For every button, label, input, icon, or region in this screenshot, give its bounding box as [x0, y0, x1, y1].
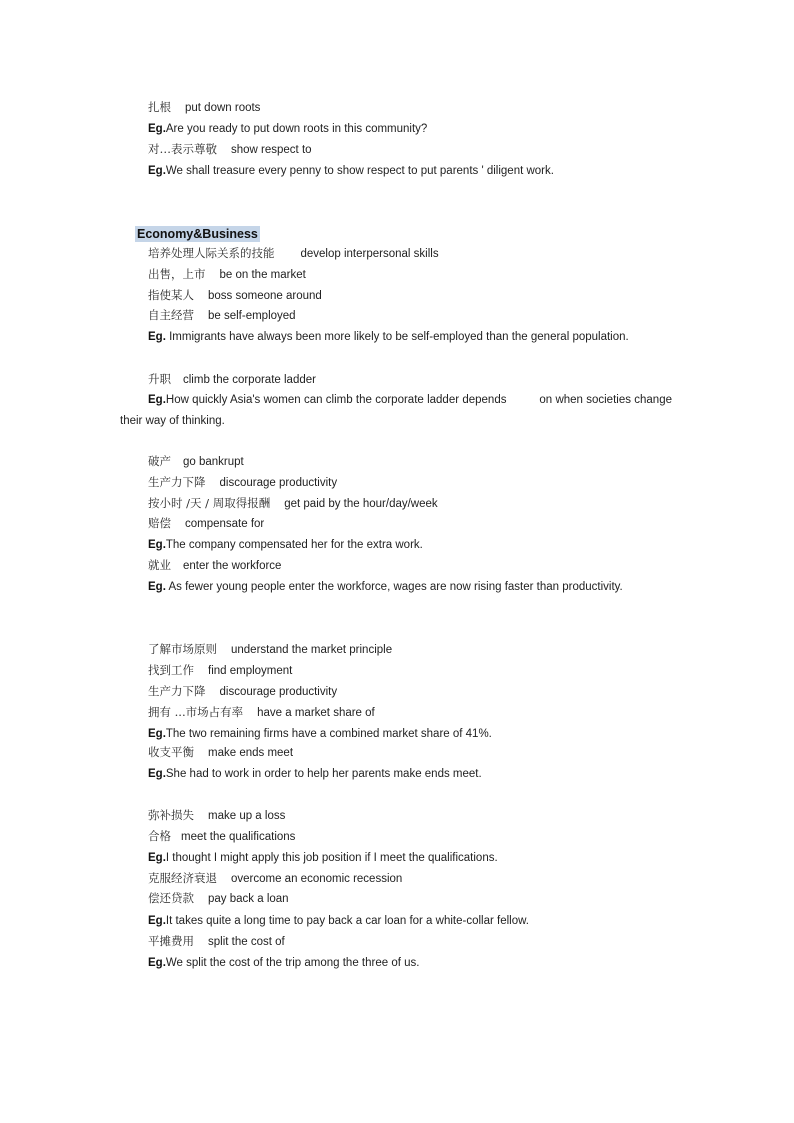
- english-term: meet the qualifications: [181, 831, 296, 843]
- chinese-term: 培养处理人际关系的技能: [148, 246, 275, 260]
- chinese-term: 生产力下降: [148, 684, 206, 698]
- vocab-entry: [148, 372, 316, 387]
- eg-label: Eg.: [148, 165, 166, 177]
- vocab-entry: [148, 516, 264, 531]
- example-text: How quickly Asia's women can climb the corporate ladder depends on when societies change their way of thinking.: [120, 394, 676, 427]
- section-heading: Economy&Business: [137, 227, 258, 241]
- chinese-term: 出售，上市: [148, 267, 206, 281]
- example-sentence: [148, 956, 419, 970]
- chinese-term: 指使某人: [148, 288, 194, 302]
- vocab-entry: [148, 558, 281, 573]
- chinese-term: 扎根: [148, 100, 171, 114]
- english-term: find employment: [208, 665, 293, 677]
- chinese-term: 找到工作: [148, 663, 194, 677]
- example-text: As fewer young people enter the workforce, wages are now rising faster than productivity.: [168, 581, 623, 593]
- chinese-term: 生产力下降: [148, 475, 206, 489]
- example-sentence: [148, 851, 498, 865]
- chinese-term: 对…表示尊敬: [148, 142, 217, 156]
- vocab-entry: [148, 829, 295, 844]
- eg-label: Eg.: [148, 957, 166, 969]
- vocab-entry: [148, 705, 375, 720]
- example-text: We split the cost of the trip among the three of us.: [165, 957, 420, 969]
- eg-label: Eg.: [148, 915, 166, 927]
- english-term: show respect to: [231, 144, 312, 156]
- example-text: I thought I might apply this job position if I meet the qualifications.: [165, 852, 498, 864]
- eg-label: Eg.: [148, 539, 166, 551]
- chinese-term: 合格: [148, 829, 171, 843]
- example-text: We shall treasure every penny to show respect to put parents ' diligent work.: [165, 165, 554, 177]
- english-term: be on the market: [219, 269, 306, 281]
- vocab-entry: [148, 267, 306, 282]
- vocab-entry: [148, 496, 438, 511]
- eg-label: Eg.: [148, 581, 166, 593]
- chinese-term: 克服经济衰退: [148, 871, 217, 885]
- example-sentence: [148, 767, 482, 781]
- example-sentence: [148, 727, 492, 741]
- vocab-entry: [148, 663, 292, 678]
- english-term: go bankrupt: [183, 456, 244, 468]
- eg-label: Eg.: [148, 394, 166, 406]
- vocab-entry: [148, 684, 337, 699]
- english-term: climb the corporate ladder: [183, 374, 316, 386]
- vocab-entry: [148, 475, 337, 490]
- example-text: The two remaining firms have a combined market share of 41%.: [165, 728, 492, 740]
- english-term: make up a loss: [208, 810, 286, 822]
- english-term: have a market share of: [257, 707, 375, 719]
- eg-label: Eg.: [148, 123, 166, 135]
- example-text: Immigrants have always been more likely to be self-employed than the general population.: [169, 331, 629, 343]
- chinese-term: 收支平衡: [148, 745, 194, 759]
- english-term: discourage productivity: [219, 686, 338, 698]
- example-sentence: [148, 914, 529, 928]
- chinese-term: 弥补损失: [148, 808, 194, 822]
- vocab-entry: [148, 454, 244, 469]
- english-term: boss someone around: [208, 290, 322, 302]
- english-term: develop interpersonal skills: [300, 248, 439, 260]
- english-term: get paid by the hour/day/week: [284, 498, 438, 510]
- chinese-term: 平摊费用: [148, 934, 194, 948]
- english-term: understand the market principle: [231, 644, 393, 656]
- eg-label: Eg.: [148, 768, 166, 780]
- english-term: split the cost of: [208, 936, 285, 948]
- chinese-term: 赔偿: [148, 516, 171, 530]
- example-text: Are you ready to put down roots in this community?: [165, 123, 428, 135]
- chinese-term: 升职: [148, 372, 171, 386]
- chinese-term: 偿还贷款: [148, 891, 194, 905]
- english-term: pay back a loan: [208, 893, 289, 905]
- example-sentence: [148, 538, 423, 552]
- chinese-term: 自主经营: [148, 308, 194, 322]
- vocab-entry: [148, 100, 260, 115]
- english-term: be self-employed: [208, 310, 296, 322]
- vocab-entry: [148, 142, 312, 157]
- english-term: make ends meet: [208, 747, 294, 759]
- chinese-term: 按小时 /天 / 周取得报酬: [148, 496, 271, 510]
- example-sentence: [148, 122, 427, 136]
- vocab-entry: [148, 246, 439, 261]
- example-sentence: [120, 390, 676, 432]
- vocab-entry: [148, 891, 289, 906]
- vocab-entry: [148, 288, 322, 303]
- chinese-term: 破产: [148, 454, 171, 468]
- example-sentence: [120, 327, 672, 348]
- vocab-entry: [148, 745, 293, 760]
- eg-label: Eg.: [148, 852, 166, 864]
- eg-label: Eg.: [148, 728, 166, 740]
- english-term: overcome an economic recession: [231, 873, 403, 885]
- example-text: It takes quite a long time to pay back a car loan for a white-collar fellow.: [165, 915, 529, 927]
- english-term: compensate for: [185, 518, 265, 530]
- vocab-entry: [148, 642, 392, 657]
- chinese-term: 拥有 ...市场占有率: [148, 705, 244, 719]
- vocab-entry: [148, 871, 402, 886]
- example-text: The company compensated her for the extra work.: [165, 539, 423, 551]
- example-text: She had to work in order to help her parents make ends meet.: [165, 768, 482, 780]
- vocab-entry: [148, 934, 285, 949]
- vocab-entry: [148, 808, 285, 823]
- english-term: enter the workforce: [183, 560, 282, 572]
- vocab-entry: [148, 308, 296, 323]
- english-term: discourage productivity: [219, 477, 338, 489]
- english-term: put down roots: [185, 102, 261, 114]
- chinese-term: 就业: [148, 558, 171, 572]
- example-sentence: [148, 164, 554, 178]
- eg-label: Eg.: [148, 331, 166, 343]
- chinese-term: 了解市场原则: [148, 642, 217, 656]
- example-sentence: [120, 577, 672, 598]
